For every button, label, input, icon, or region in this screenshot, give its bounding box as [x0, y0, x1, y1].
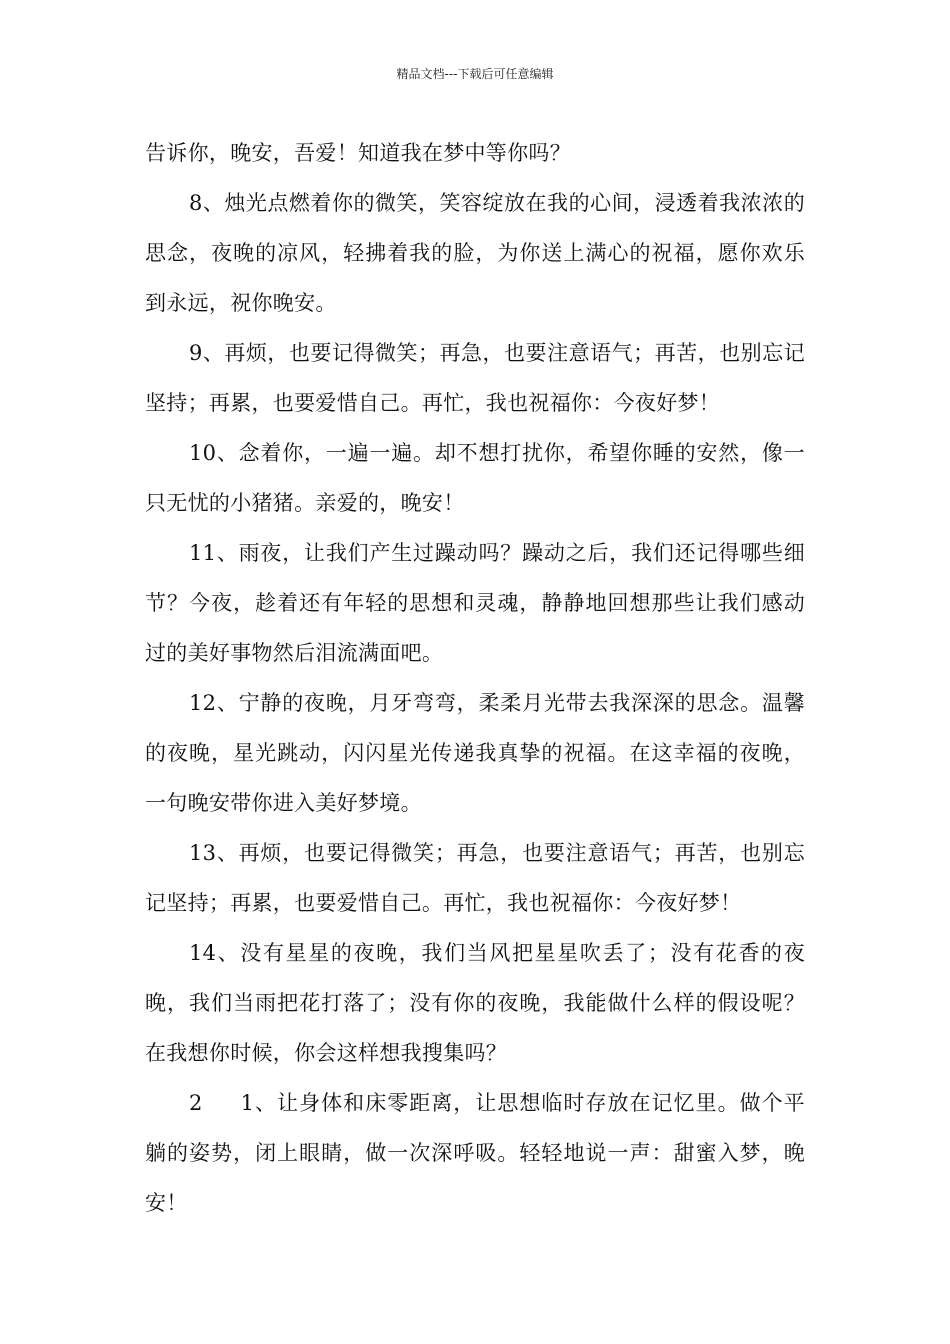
paragraph-item-10: 10、念着你，一遍一遍。却不想打扰你，希望你睡的安然，像一只无忧的小猪猪。亲爱的，晚安！: [145, 441, 805, 515]
paragraph-item-12: 12、宁静的夜晚，月牙弯弯，柔柔月光带去我深深的思念。温馨的夜晚，星光跳动，闪闪星光传递我真挚的祝福。在这幸福的夜晚，一句晚安带你进入美好梦境。: [145, 691, 805, 815]
paragraph-text: 1、让身体和床零距离，让思想临时存放在记忆里。做个平躺的姿势，闭上眼睛，做一次深呼吸。轻轻地说一声：甜蜜入梦，晚安！: [145, 1091, 805, 1215]
paragraph-item-2-1: [145, 1078, 805, 1228]
paragraph-item-9: 9、再烦，也要记得微笑；再急，也要注意语气；再苦，也别忘记坚持；再累，也要爱惜自己。再忙，我也祝福你：今夜好梦！: [145, 341, 805, 415]
paragraph-item-11: 11、雨夜，让我们产生过躁动吗？躁动之后，我们还记得哪些细节？今夜，趁着还有年轻的思想和灵魂，静静地回想那些让我们感动过的美好事物然后泪流满面吧。: [145, 541, 805, 665]
page-header: 精品文档---下载后可任意编辑: [396, 67, 554, 81]
document-body: [145, 128, 805, 1228]
paragraph-item-14: 14、没有星星的夜晚，我们当风把星星吹丢了；没有花香的夜晚，我们当雨把花打落了；没有你的夜晚，我能做什么样的假设呢？在我想你时候，你会这样想我搜集吗？: [145, 941, 805, 1065]
paragraph-item-8: 8、烛光点燃着你的微笑，笑容绽放在我的心间，浸透着我浓浓的思念，夜晚的凉风，轻拂着我的脸，为你送上满心的祝福，愿你欢乐到永远，祝你晚安。: [145, 191, 805, 315]
paragraph-continuation: 告诉你，晚安，吾爱！知道我在梦中等你吗？: [145, 141, 571, 165]
paragraph-item-13: 13、再烦，也要记得微笑；再急，也要注意语气；再苦，也别忘记坚持；再累，也要爱惜自己。再忙，我也祝福你：今夜好梦！: [145, 841, 805, 915]
paragraph-prefix: 2: [189, 1091, 203, 1115]
